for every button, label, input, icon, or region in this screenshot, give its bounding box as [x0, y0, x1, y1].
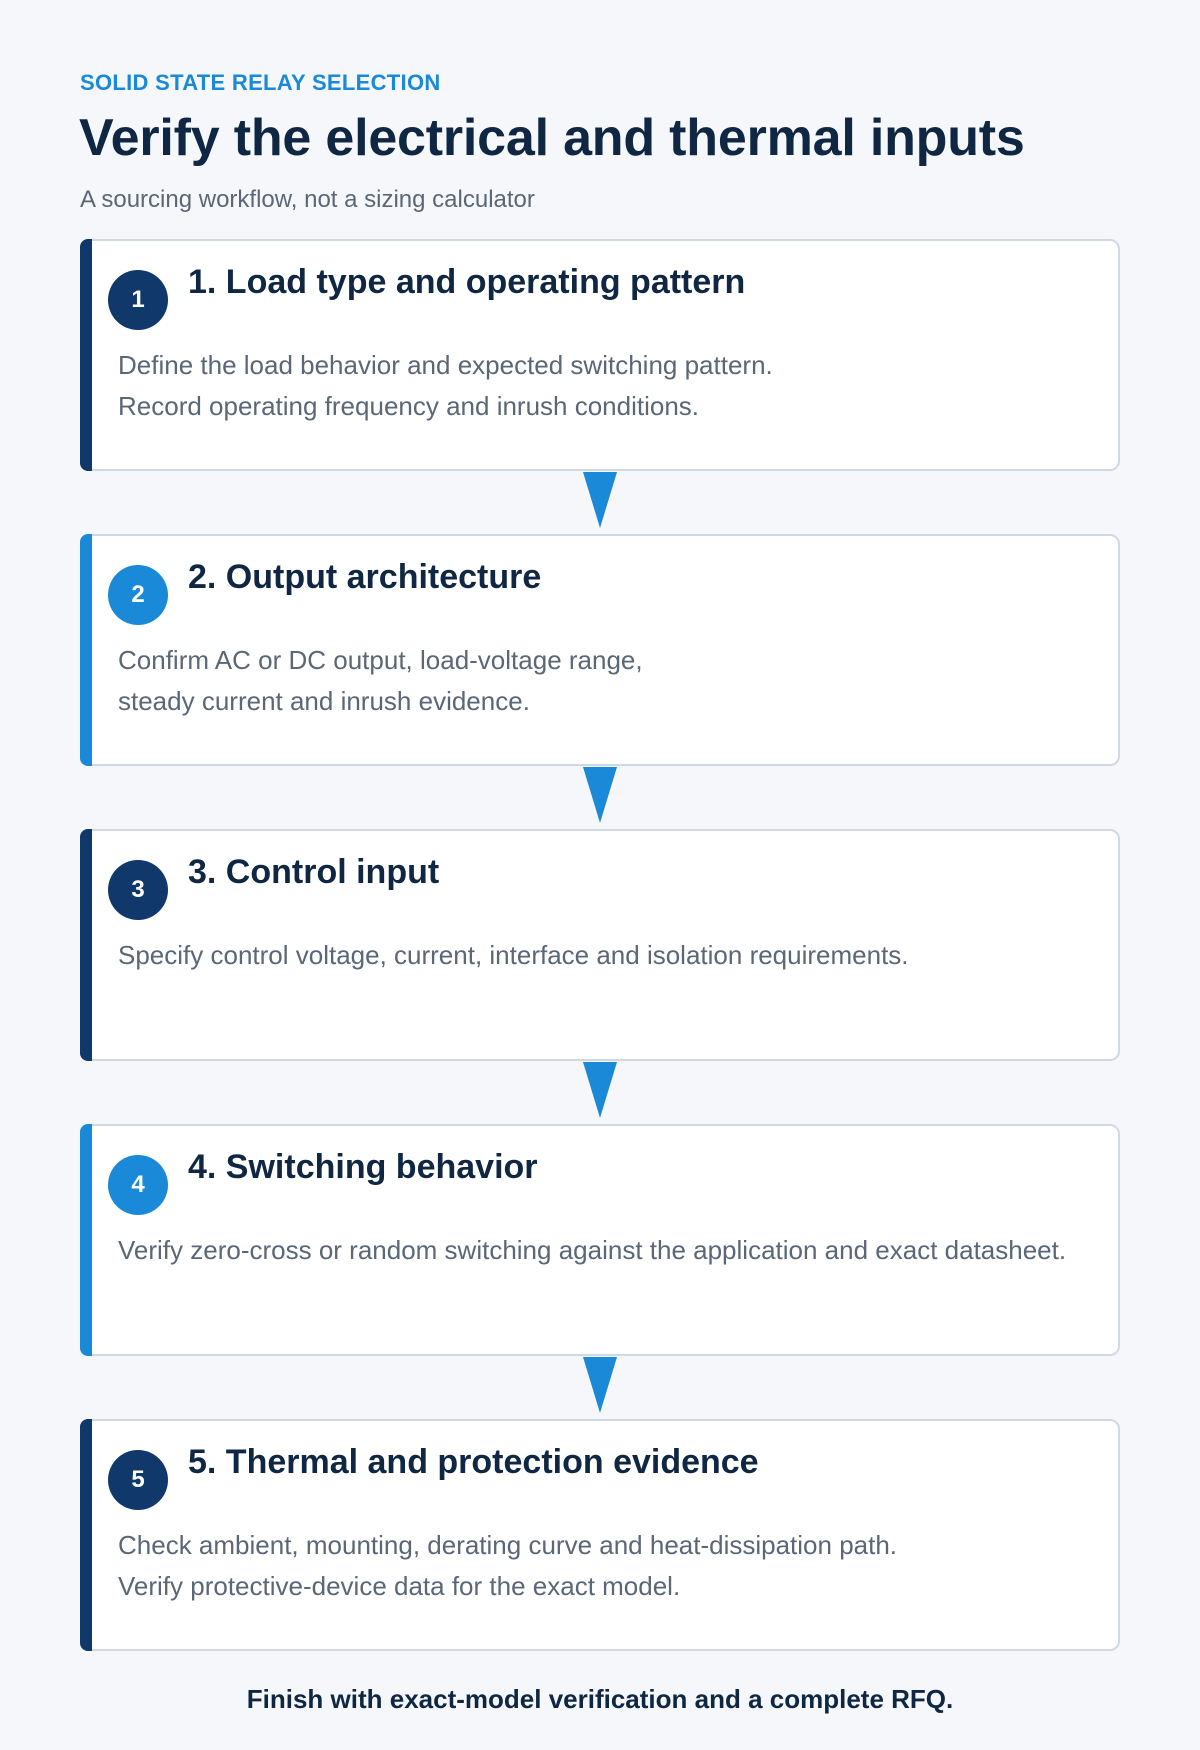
- step-title: 2. Output architecture: [188, 558, 542, 596]
- step-title: 5. Thermal and protection evidence: [188, 1443, 759, 1481]
- step-title: 3. Control input: [188, 853, 440, 891]
- step-accent-bar: [80, 534, 92, 766]
- step-card-1: [80, 239, 1120, 471]
- step-description: [118, 1230, 1066, 1271]
- step-number-badge: 3: [108, 860, 168, 920]
- step-accent-bar: [80, 829, 92, 1061]
- flow-arrow-down-icon: [583, 767, 617, 823]
- eyebrow-label: SOLID STATE RELAY SELECTION: [80, 70, 441, 95]
- step-card-3: [80, 829, 1120, 1061]
- step-description-line: steady current and inrush evidence.: [118, 686, 530, 716]
- flow-arrow-down-icon: [583, 1357, 617, 1413]
- step-number-badge: 5: [108, 1450, 168, 1510]
- step-description: [118, 640, 643, 722]
- step-accent-bar: [80, 1419, 92, 1651]
- step-accent-bar: [80, 239, 92, 471]
- step-description: [118, 345, 773, 427]
- step-description-line: Verify protective-device data for the exact model.: [118, 1571, 681, 1601]
- step-number-badge: 2: [108, 565, 168, 625]
- step-description-line: Verify zero-cross or random switching against the application and exact datasheet.: [118, 1235, 1067, 1265]
- step-card-5: [80, 1419, 1120, 1651]
- step-title: 4. Switching behavior: [188, 1148, 538, 1186]
- step-description-line: Check ambient, mounting, derating curve and heat-dissipation path.: [118, 1530, 898, 1560]
- step-title: 1. Load type and operating pattern: [188, 263, 746, 301]
- step-number-badge: 1: [108, 270, 168, 330]
- step-description-line: Specify control voltage, current, interface and isolation requirements.: [118, 940, 909, 970]
- page-title: Verify the electrical and thermal inputs: [79, 109, 1025, 167]
- flow-arrow-down-icon: [583, 1062, 617, 1118]
- step-number-badge: 4: [108, 1155, 168, 1215]
- step-description-line: Record operating frequency and inrush conditions.: [118, 391, 700, 421]
- step-description-line: Define the load behavior and expected switching pattern.: [118, 350, 773, 380]
- step-accent-bar: [80, 1124, 92, 1356]
- flow-arrow-down-icon: [583, 472, 617, 528]
- page-subtitle: A sourcing workflow, not a sizing calculator: [80, 186, 535, 213]
- footer-note: Finish with exact-model verification and a complete RFQ.: [246, 1684, 954, 1714]
- step-description: [118, 1525, 897, 1607]
- step-description-line: Confirm AC or DC output, load-voltage range,: [118, 645, 643, 675]
- step-card-2: [80, 534, 1120, 766]
- step-card-4: [80, 1124, 1120, 1356]
- step-description: [118, 935, 909, 976]
